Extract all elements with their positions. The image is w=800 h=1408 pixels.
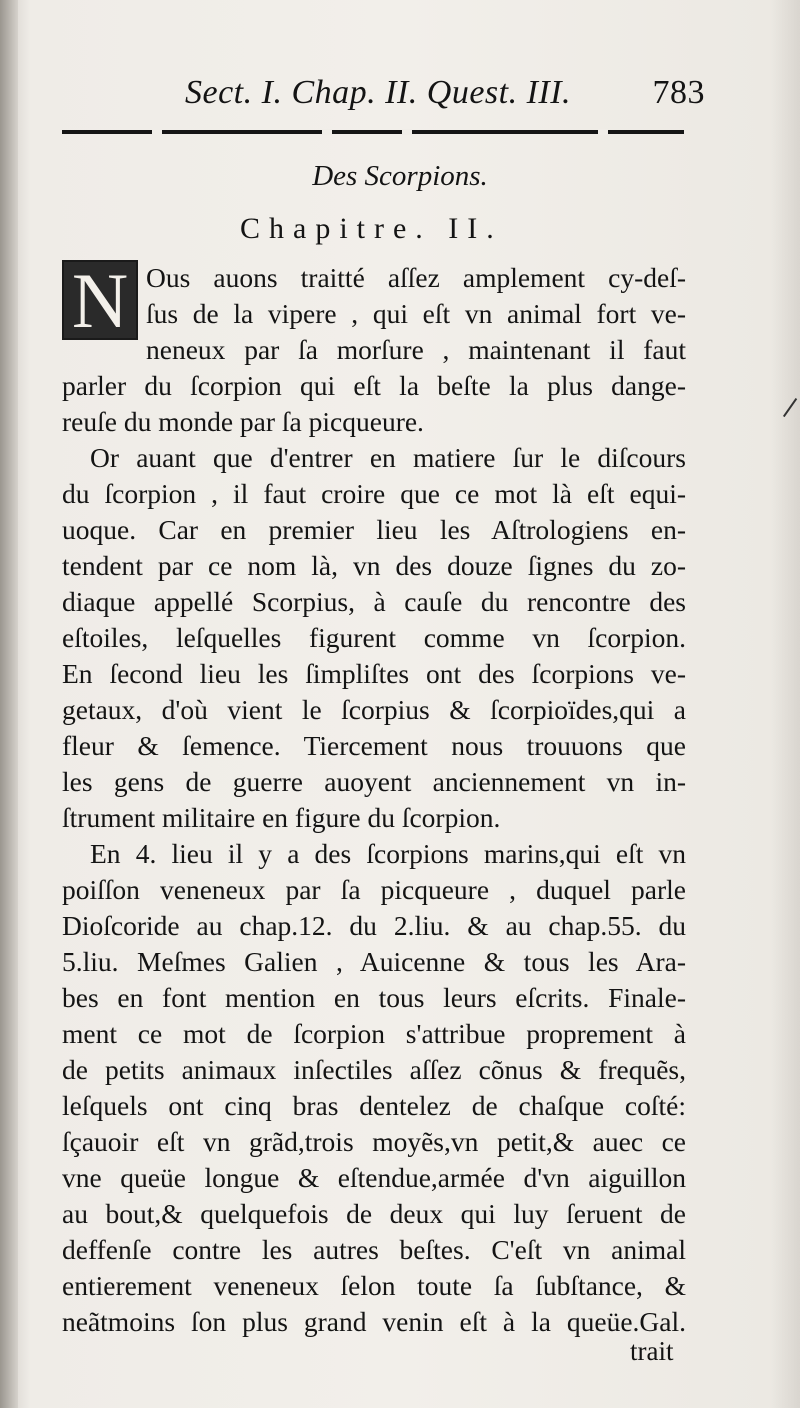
text-line: tendent par ce nom là, vn des douze ſignes du zo-	[62, 550, 686, 581]
text-line: au bout,& quelquefois de deux qui luy ſeruent de	[62, 1198, 686, 1229]
text-line: neãtmoins ſon plus grand venin eſt à la queüe.Gal.	[62, 1306, 686, 1337]
text-line: du ſcorpion , il faut croire que ce mot là eſt equi-	[62, 478, 686, 509]
text-line: Ous auons traitté aſſez amplement cy-deſ-	[146, 262, 686, 293]
rule-break	[152, 129, 162, 135]
page-gutter-shadow	[0, 0, 18, 1408]
text-line: poiſſon veneneux par ſa picqueure , duquel parle	[62, 874, 686, 905]
text-line: ſçauoir eſt vn grãd,trois moyẽs,vn petit,& auec ce	[62, 1126, 686, 1157]
page-number: 783	[652, 74, 705, 111]
text-line: vne queüe longue & eſtendue,armée d'vn aiguillon	[62, 1162, 686, 1193]
text-line: uoque. Car en premier lieu les Aſtrologiens en-	[62, 514, 686, 545]
text-line: reuſe du monde par ſa picqueure.	[62, 406, 424, 437]
rule-break	[322, 129, 332, 135]
text-line: Or auant que d'entrer en matiere ſur le diſcours	[90, 442, 686, 473]
decorated-initial	[62, 257, 138, 344]
text-line: eſtoiles, leſquelles figurent comme vn ſcorpion.	[62, 622, 686, 653]
text-line: En 4. lieu il y a des ſcorpions marins,qui eſt vn	[90, 838, 686, 869]
margin-mark	[783, 398, 800, 424]
text-line: En ſecond lieu les ſimpliſtes ont des ſcorpions ve-	[62, 658, 686, 689]
text-line: leſquels ont cinq bras dentelez de chaſque coſté:	[62, 1090, 686, 1121]
text-line: neneux par ſa morſure , maintenant il faut	[146, 334, 686, 365]
rule-break	[598, 129, 608, 135]
text-line: 5.liu. Meſmes Galien , Auicenne & tous les Ara-	[62, 946, 686, 977]
text-line: les gens de guerre auoyent anciennement vn in-	[62, 766, 686, 797]
text-line: getaux, d'où vient le ſcorpius & ſcorpioïdes,qui a	[62, 694, 686, 725]
text-line: bes en font mention en tous leurs eſcrits. Finale-	[62, 982, 686, 1013]
chapter-title: Chapitre. II.	[240, 212, 503, 245]
text-line: Dioſcoride au chap.12. du 2.liu. & au chap.55. du	[62, 910, 686, 941]
text-line: diaque appellé Scorpius, à cauſe du rencontre des	[62, 586, 686, 617]
text-line: fleur & ſemence. Tiercement nous trouuons que	[62, 730, 686, 761]
text-line: entierement veneneux ſelon toute ſa ſubſtance, &	[62, 1270, 686, 1301]
text-line: de petits animaux inſectiles aſſez cõnus & frequẽs,	[62, 1054, 686, 1085]
running-head: Sect. I. Chap. II. Quest. III.	[185, 74, 572, 111]
text-line: ſtrument militaire en figure du ſcorpion.	[62, 802, 501, 833]
text-line: parler du ſcorpion qui eſt la beſte la plus dange-	[62, 370, 686, 401]
catchword: trait	[630, 1336, 674, 1366]
text-line: deffenſe contre les autres beſtes. C'eſt vn animal	[62, 1234, 686, 1265]
text-line: ſus de la vipere , qui eſt vn animal fort ve-	[146, 298, 686, 329]
section-title: Des Scorpions.	[312, 160, 488, 192]
page-header	[185, 74, 705, 122]
rule-break	[402, 129, 412, 135]
initial-letter: N	[71, 257, 129, 344]
text-line: ment ce mot de ſcorpion s'attribue proprement à	[62, 1018, 686, 1049]
